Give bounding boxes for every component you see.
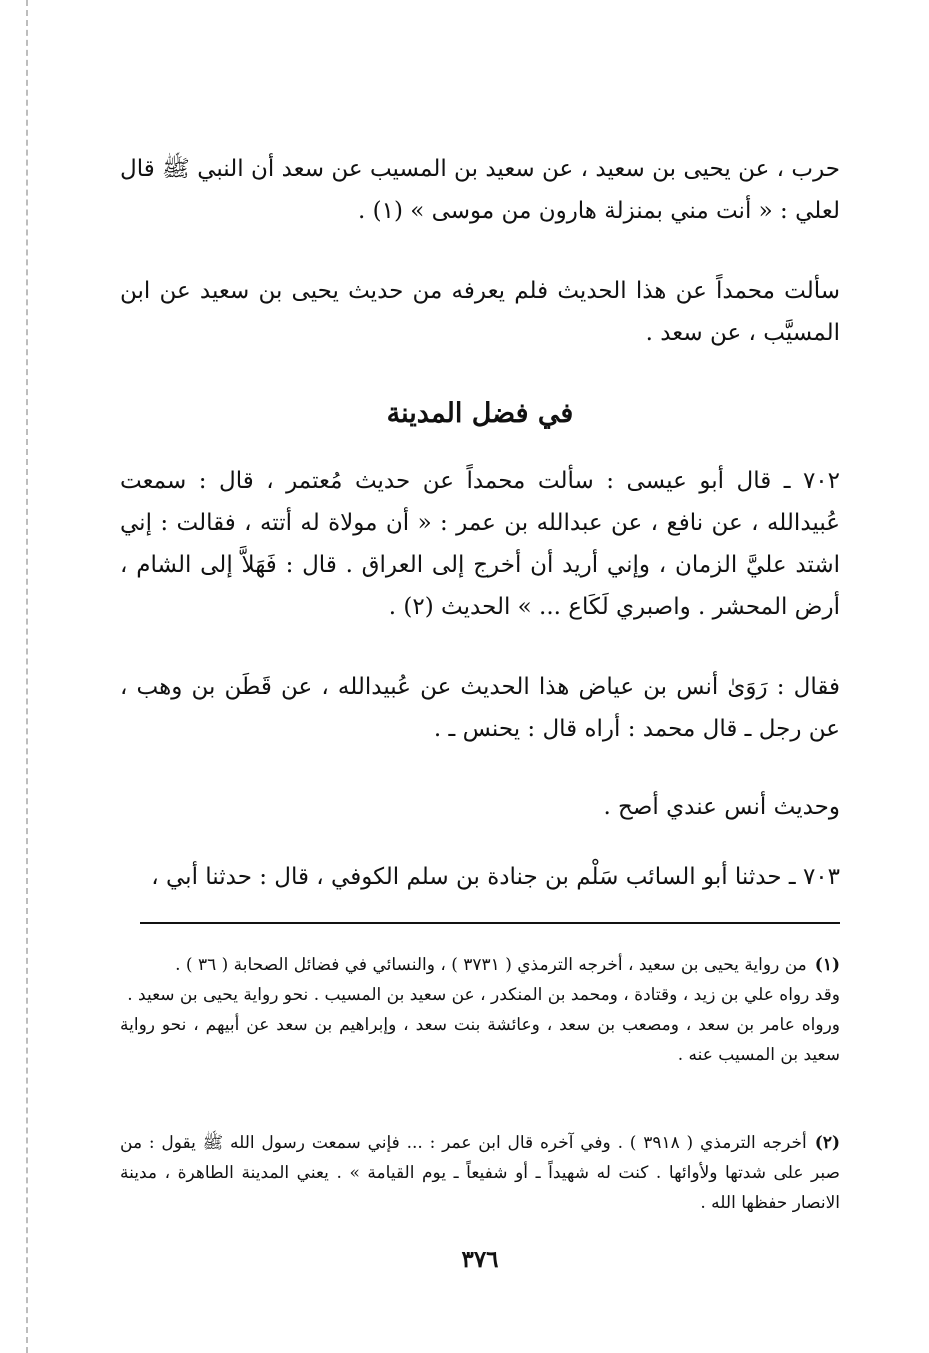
footnote-2 xyxy=(120,1128,840,1218)
footnote-1-line-2: وقد رواه علي بن زيد ، وقتادة ، ومحمد بن المنكدر ، عن سعيد بن المسيب . نحو رواية يحيى بن سعيد . xyxy=(127,985,840,1005)
book-page xyxy=(120,0,840,1353)
paragraph-opinion: وحديث أنس عندي أصح . xyxy=(603,794,840,820)
section-heading: في فضل المدينة xyxy=(386,398,574,429)
footnote-2-line-1: (٢)أخرجه الترمذي ( ٣٩١٨ ) . وفي آخره قال ابن عمر : ... فإني سمعت رسول الله ﷺ يقول : من صبر على شدتها ولأوائها . كنت له شهيداً ـ أو شفيعاً ـ يوم القيامة » . يعني المدينة الطاهرة ، مدينة الانصار حفظها الله . xyxy=(120,1133,841,1213)
footnote-1-line-3: ورواه عامر بن سعد ، ومصعب بن سعد ، وعائشة بنت سعد ، وإبراهيم بن سعد عن أبيهم ، نحو رواية سعيد بن المسيب عنه . xyxy=(120,1015,840,1065)
footnote-2-number: (٢) xyxy=(814,1133,841,1153)
footnote-1-number: (١) xyxy=(814,955,840,975)
footnote-1 xyxy=(120,950,840,1070)
paragraph-narration-note: فقال : رَوَىٰ أنس بن عياض هذا الحديث عن عُبيدالله ، عن قَطَن بن وهب ، عن رجل ـ قال محمد : أراه قال : يحنس ـ . xyxy=(120,674,840,742)
footnote-1-line-1: (١)من رواية يحيى بن سعيد ، أخرجه الترمذي ( ٣٧٣١ ) ، والنسائي في فضائل الصحابة ( ٣٦ ) . xyxy=(175,955,840,975)
page-number: ٣٧٦ xyxy=(461,1246,499,1273)
paragraph-question-muhammad: سألت محمداً عن هذا الحديث فلم يعرفه من حديث يحيى بن سعيد عن ابن المسيَّب ، عن سعد . xyxy=(120,278,840,346)
paragraph-hadith-continuation: حرب ، عن يحيى بن سعيد ، عن سعيد بن المسيب عن سعد أن النبي ﷺ قال لعلي : « أنت مني بمنزلة هارون من موسى » (١) . xyxy=(120,156,840,224)
footnote-separator xyxy=(140,922,840,924)
scan-margin-line xyxy=(26,0,28,1353)
paragraph-hadith-702: ٧٠٢ ـ قال أبو عيسى : سألت محمداً عن حديث مُعتمر ، قال : سمعت عُبيدالله ، عن نافع ، عن عبدالله بن عمر : « أن مولاة له أتته ، فقالت : إني اشتد عليَّ الزمان ، وإني أريد أن أخرج إلى العراق . قال : فَهَلاَّ إلى الشام ، أرض المحشر . واصبري لَكَاع ... » الحديث (٢) . xyxy=(120,468,840,620)
paragraph-hadith-703: ٧٠٣ ـ حدثنا أبو السائب سَلْم بن جنادة بن سلم الكوفي ، قال : حدثنا أبي ، xyxy=(151,864,840,890)
